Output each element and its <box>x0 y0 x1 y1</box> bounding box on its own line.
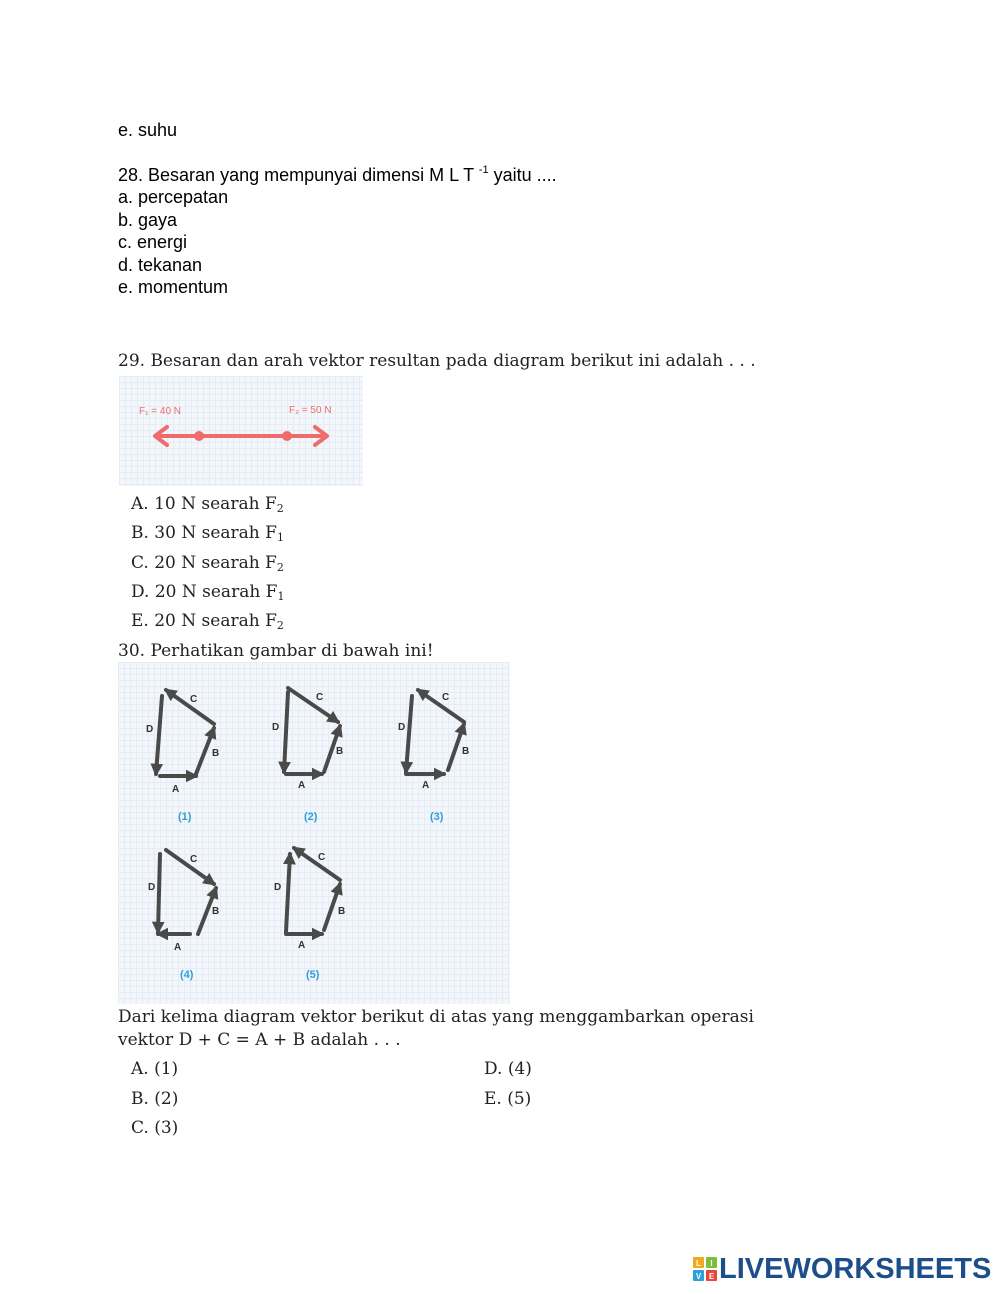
d2-label-b: B <box>336 746 344 757</box>
q28-stem-before: 28. Besaran yang mempunyai dimensi M L T <box>118 165 479 185</box>
q28-stem-sup: -1 <box>478 164 489 176</box>
diagram-4 <box>158 850 216 934</box>
f2-label: F₂ = 50 N <box>289 405 332 416</box>
q29-stem: 29. Besaran dan arah vektor resultan pada diagram berikut ini adalah . . . <box>118 351 756 371</box>
q29-force-figure <box>119 376 363 486</box>
caption-2: (2) <box>304 811 318 823</box>
q30-question-line2: vektor D + C = A + B adalah . . . <box>118 1030 401 1050</box>
force-diagram <box>119 376 363 486</box>
diagram-5 <box>286 848 340 934</box>
point-f2 <box>282 431 292 441</box>
q30-option-a[interactable]: A. (1) <box>131 1059 179 1079</box>
q29-option-b-text: B. 30 N searah F <box>131 523 277 543</box>
prev-option-e: e. suhu <box>118 120 178 140</box>
q28-option-b[interactable]: b. gaya <box>118 210 178 230</box>
caption-4: (4) <box>180 969 194 981</box>
q29-option-a-sub: 2 <box>276 502 284 515</box>
logo-letter-i: I <box>710 1259 713 1268</box>
d4-label-a: A <box>174 942 182 953</box>
diagram-2 <box>284 688 340 774</box>
logo-letter-v: V <box>695 1272 702 1281</box>
q28-stem <box>118 165 557 186</box>
q30-question-line1: Dari kelima diagram vektor berikut di atas yang menggambarkan operasi <box>118 1007 754 1027</box>
d2-label-c: C <box>316 692 324 703</box>
q29-option-b-sub: 1 <box>276 531 284 544</box>
q28-option-e[interactable]: e. momentum <box>118 277 229 297</box>
point-f1 <box>194 431 204 441</box>
q30-option-d[interactable]: D. (4) <box>484 1059 532 1079</box>
vector-diagrams <box>118 662 510 1004</box>
d3-label-c: C <box>442 692 450 703</box>
q30-vector-figure <box>118 662 510 1004</box>
q29-option-a[interactable] <box>131 494 284 514</box>
diagram-3 <box>406 690 464 774</box>
d4-label-d: D <box>148 882 156 893</box>
d5-label-b: B <box>338 906 346 917</box>
d3-label-b: B <box>462 746 470 757</box>
liveworksheets-logo-icon <box>693 1257 717 1281</box>
d4-label-c: C <box>190 854 198 865</box>
q30-stem: 30. Perhatikan gambar di bawah ini! <box>118 641 434 661</box>
caption-1: (1) <box>178 811 192 823</box>
caption-3: (3) <box>430 811 444 823</box>
q28-stem-after: yaitu .... <box>488 165 557 185</box>
diagram-1 <box>156 690 214 776</box>
q29-option-e-sub: 2 <box>276 619 284 632</box>
q28-option-d[interactable]: d. tekanan <box>118 255 203 275</box>
q29-option-c-text: C. 20 N searah F <box>131 553 277 573</box>
d5-label-d: D <box>274 882 282 893</box>
q29-option-c-sub: 2 <box>276 561 284 574</box>
d5-label-c: C <box>318 852 326 863</box>
d4-label-b: B <box>212 906 220 917</box>
d1-label-c: C <box>190 694 198 705</box>
q30-option-b[interactable]: B. (2) <box>131 1089 179 1109</box>
caption-5: (5) <box>306 969 320 981</box>
d3-label-d: D <box>398 722 406 733</box>
q28-option-c[interactable]: c. energi <box>118 232 188 252</box>
q30-option-e[interactable]: E. (5) <box>484 1089 532 1109</box>
q29-option-e-text: E. 20 N searah F <box>131 611 277 631</box>
d1-label-b: B <box>212 748 220 759</box>
d1-label-a: A <box>172 784 180 795</box>
q29-option-d[interactable] <box>131 582 284 602</box>
q29-option-b[interactable] <box>131 523 284 543</box>
liveworksheets-logo-text: LIVEWORKSHEETS <box>719 1252 992 1285</box>
d5-label-a: A <box>298 940 306 951</box>
d2-label-a: A <box>298 780 306 791</box>
logo-letter-e: E <box>708 1272 715 1281</box>
q29-option-e[interactable] <box>131 611 284 631</box>
q29-option-d-sub: 1 <box>277 590 285 603</box>
d1-label-d: D <box>146 724 154 735</box>
q29-option-a-text: A. 10 N searah F <box>131 494 277 514</box>
q29-option-d-text: D. 20 N searah F <box>131 582 278 602</box>
logo-letter-l: L <box>696 1259 701 1268</box>
q29-option-c[interactable] <box>131 553 284 573</box>
d2-label-d: D <box>272 722 280 733</box>
f1-label: F₁ = 40 N <box>139 406 182 417</box>
d3-label-a: A <box>422 780 430 791</box>
q28-option-a[interactable]: a. percepatan <box>118 187 229 207</box>
q30-option-c[interactable]: C. (3) <box>131 1118 179 1138</box>
liveworksheets-logo[interactable] <box>693 1252 991 1286</box>
